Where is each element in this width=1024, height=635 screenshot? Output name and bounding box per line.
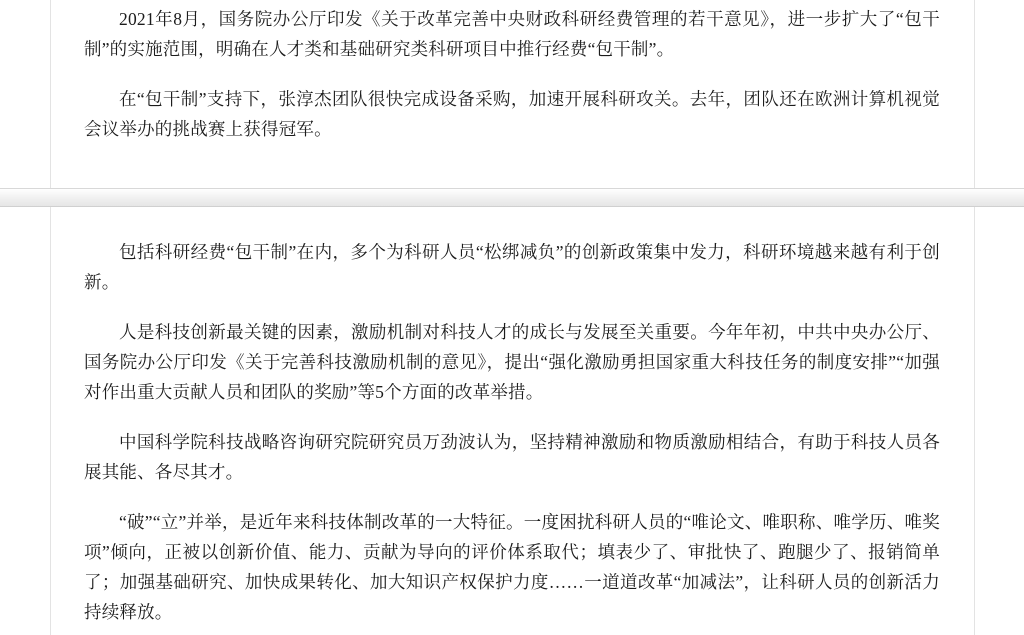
section-lower-text	[84, 237, 940, 627]
paragraph: 中国科学院科技战略咨询研究院研究员万劲波认为，坚持精神激励和物质激励相结合，有助于科技人员各展其能、各尽其才。	[84, 432, 940, 482]
paragraph: “破”“立”并举，是近年来科技体制改革的一大特征。一度困扰科研人员的“唯论文、唯职称、唯学历、唯奖项”倾向，正被以创新价值、能力、贡献为导向的评价体系取代；填表少了、审批快了、跑腿少了、报销简单了；加强基础研究、加快成果转化、加大知识产权保护力度……一道道改革“加减法”，让科研人员的创新活力持续释放。	[84, 512, 940, 622]
page-separator	[0, 188, 1024, 207]
paragraph: 包括科研经费“包干制”在内，多个为科研人员“松绑减负”的创新政策集中发力，科研环境越来越有利于创新。	[84, 242, 940, 292]
separator-shade	[0, 189, 1024, 206]
left-margin-rule	[50, 0, 51, 188]
paragraph: 人是科技创新最关键的因素，激励机制对科技人才的成长与发展至关重要。今年年初，中共中央办公厅、国务院办公厅印发《关于完善科技激励机制的意见》，提出“强化激励勇担国家重大科技任务的制度安排”“加强对作出重大贡献人员和团队的奖励”等5个方面的改革举措。	[84, 322, 940, 402]
paragraph: 在“包干制”支持下，张淳杰团队很快完成设备采购，加速开展科研攻关。去年，团队还在欧洲计算机视觉会议举办的挑战赛上获得冠军。	[84, 89, 940, 139]
right-margin-rule	[974, 207, 975, 635]
right-margin-rule	[974, 0, 975, 188]
paragraph: 2021年8月，国务院办公厅印发《关于改革完善中央财政科研经费管理的若干意见》，进一步扩大了“包干制”的实施范围，明确在人才类和基础研究类科研项目中推行经费“包干制”。	[84, 9, 940, 59]
section-upper-text	[84, 0, 940, 144]
left-margin-rule	[50, 207, 51, 635]
document-section-upper	[0, 0, 1024, 188]
document-section-lower	[0, 207, 1024, 635]
